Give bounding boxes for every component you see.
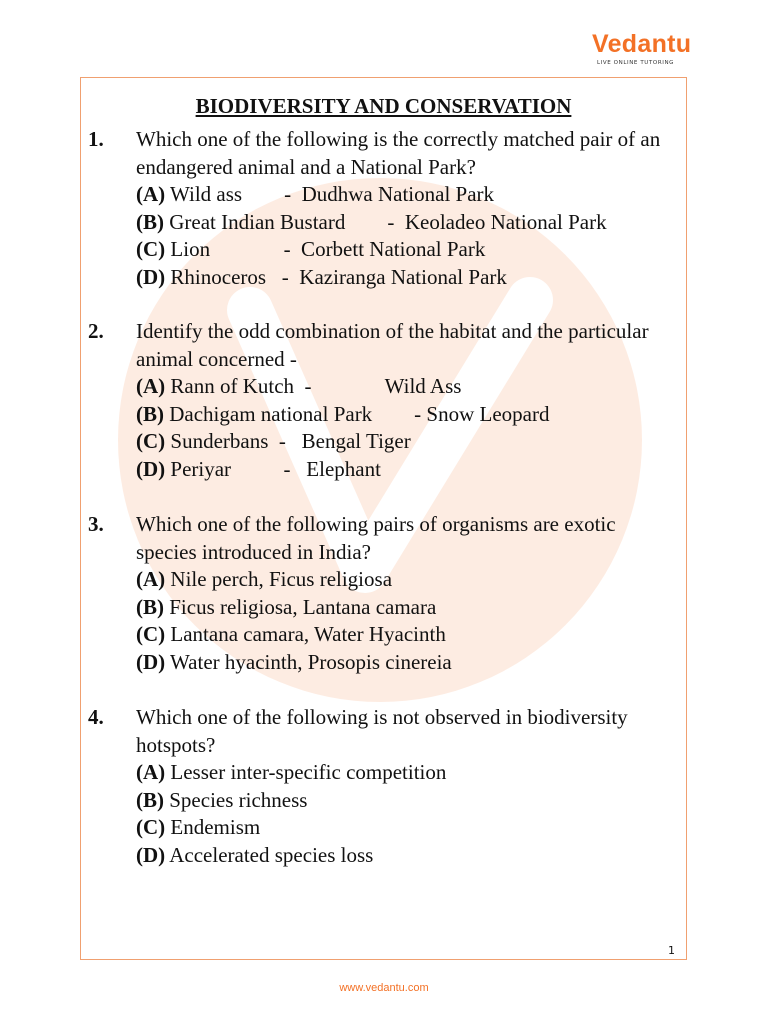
option-text: Wild ass - Dudhwa National Park [165, 182, 495, 206]
question-text: Which one of the following is not observed in biodiversity hotspots? [136, 705, 628, 757]
option-text: Great Indian Bustard - Keoladeo National Park [164, 209, 607, 234]
option-text: Periyar - Elephant [165, 456, 381, 481]
option-d [136, 842, 680, 870]
question-number: 1. [88, 127, 104, 151]
option-a [136, 566, 680, 594]
option-label: (B) [136, 787, 164, 812]
option-text: Dachigam national Park - Snow Leopard [164, 401, 550, 426]
question-1 [88, 126, 680, 291]
option-text: Lesser inter-specific competition [165, 760, 447, 784]
option-label: (C) [136, 622, 166, 646]
option-text: Rhinoceros - Kaziranga National Park [165, 264, 507, 289]
question-text: Which one of the following is the correctly matched pair of an endangered animal and a National Park? [136, 127, 661, 179]
option-label: (D) [136, 842, 166, 867]
question-2 [88, 318, 680, 483]
vedantu-logo[interactable] [592, 30, 712, 74]
page-title: BIODIVERSITY AND CONSERVATION [195, 94, 572, 118]
question-4 [88, 704, 680, 869]
option-text: Accelerated species loss [165, 842, 374, 867]
option-label: (D) [136, 264, 166, 289]
option-text: Lion - Corbett National Park [165, 237, 486, 261]
option-text: Rann of Kutch - Wild Ass [165, 374, 462, 398]
option-label: (C) [136, 815, 166, 839]
option-d [136, 649, 680, 677]
option-label: (C) [136, 237, 166, 261]
option-b [136, 594, 680, 622]
option-label: (A) [136, 374, 166, 398]
option-a [136, 181, 680, 209]
option-b [136, 787, 680, 815]
option-label: (D) [136, 456, 166, 481]
option-label: (D) [136, 649, 166, 674]
question-3 [88, 511, 680, 676]
option-text: Species richness [164, 787, 308, 812]
question-text: Which one of the following pairs of organisms are exotic species introduced in India? [136, 512, 616, 564]
option-c [136, 236, 680, 264]
option-a [136, 373, 680, 401]
option-text: Sunderbans - Bengal Tiger [165, 429, 411, 453]
question-text: Identify the odd combination of the habitat and the particular animal concerned - [136, 319, 649, 371]
question-number: 3. [88, 512, 104, 536]
option-text: Nile perch, Ficus religiosa [165, 567, 393, 591]
option-c [136, 814, 680, 842]
logo-tagline: LIVE ONLINE TUTORING [597, 60, 675, 66]
option-c [136, 621, 680, 649]
page-number: 1 [668, 944, 675, 957]
option-label: (B) [136, 594, 164, 619]
option-c [136, 428, 680, 456]
option-label: (A) [136, 182, 166, 206]
option-text: Water hyacinth, Prosopis cinereia [165, 649, 452, 674]
option-d [136, 264, 680, 292]
option-label: (A) [136, 760, 166, 784]
question-number: 4. [88, 705, 104, 729]
option-label: (B) [136, 209, 164, 234]
option-b [136, 209, 680, 237]
option-d [136, 456, 680, 484]
option-label: (C) [136, 429, 166, 453]
option-text: Ficus religiosa, Lantana camara [164, 594, 437, 619]
option-label: (B) [136, 401, 164, 426]
option-b [136, 401, 680, 429]
option-text: Endemism [165, 815, 261, 839]
option-a [136, 759, 680, 787]
question-number: 2. [88, 319, 104, 343]
option-text: Lantana camara, Water Hyacinth [165, 622, 446, 646]
option-label: (A) [136, 567, 166, 591]
footer-link[interactable]: www.vedantu.com [339, 982, 429, 994]
logo-wordmark: Vedantu [592, 30, 692, 58]
